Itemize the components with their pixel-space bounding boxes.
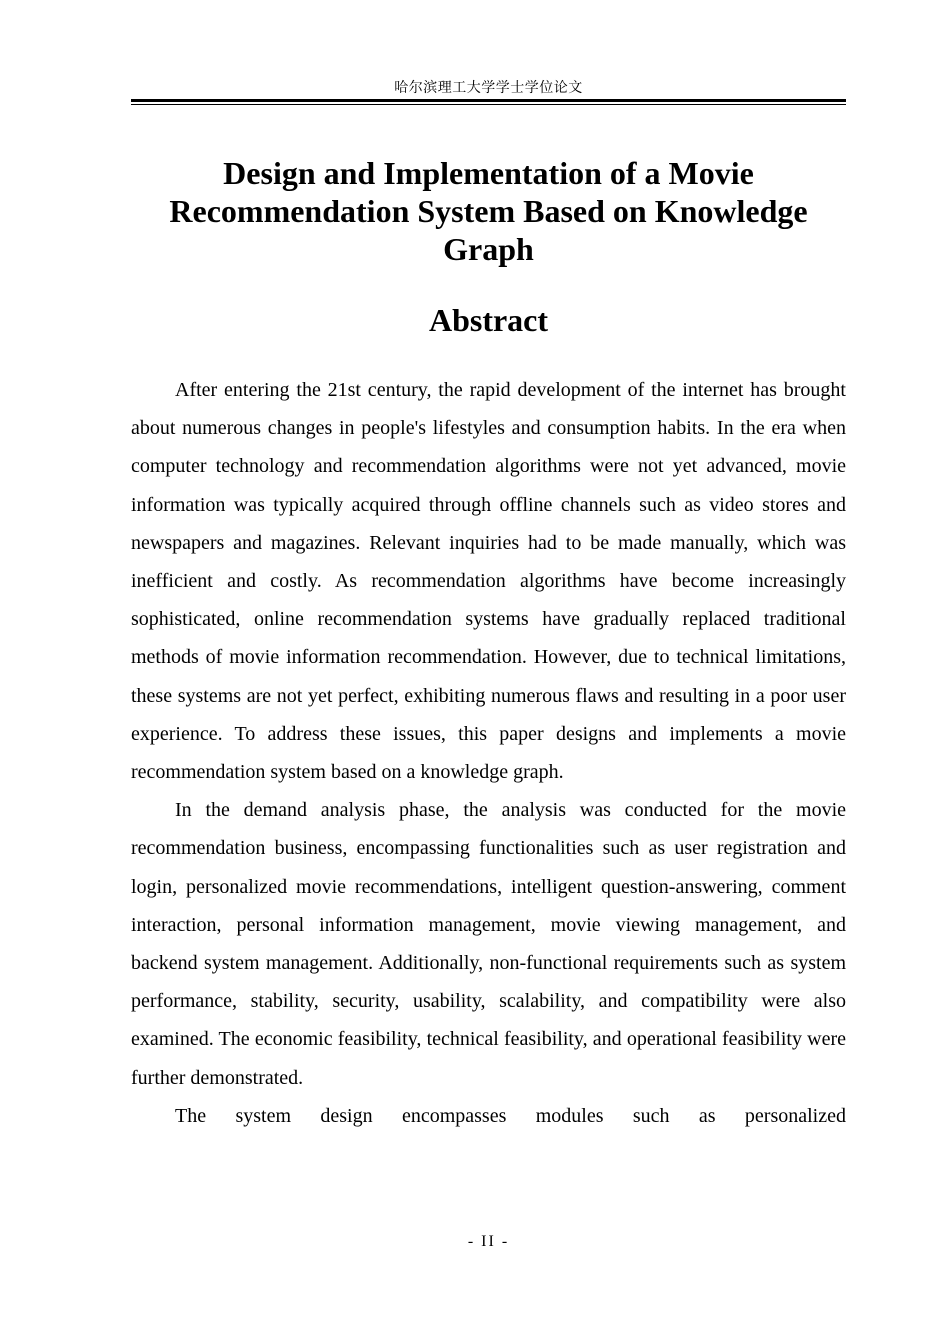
running-header: 哈尔滨理工大学学士学位论文: [394, 80, 583, 96]
abstract-paragraph-1: After entering the 21st century, the rapid development of the internet has brought about numerous changes in people's lifestyles and consumption habits. In the era when computer technology and recommendation algorithms were not yet advanced, movie information was typically acquired through offline channels such as video stores and newspapers and magazines. Relevant inquiries had to be made manually, which was inefficient and costly. As recommendation algorithms have become increasingly sophisticated, online recommendation systems have gradually replaced traditional methods of movie information recommendation. However, due to technical limitations, these systems are not yet perfect, exhibiting numerous flaws and resulting in a poor user experience. To address these issues, this paper designs and implements a movie recommendation system based on a knowledge graph.: [131, 379, 846, 784]
abstract-paragraph-2: In the demand analysis phase, the analysis was conducted for the movie recommendation business, encompassing functionalities such as user registration and login, personalized movie recommendations, intelligent question-answering, comment interaction, personal information management, movie viewing management, and backend system management. Additionally, non-functional requirements such as system performance, stability, security, usability, scalability, and compatibility were also examined. The economic feasibility, technical feasibility, and operational feasibility were further demonstrated.: [131, 799, 846, 1089]
page-number: - II -: [467, 1233, 510, 1250]
abstract-body: [131, 371, 846, 1135]
section-heading-abstract: Abstract: [428, 302, 549, 338]
header-rule-thin: [131, 104, 846, 105]
title-line-2: Recommendation System Based on Knowledge: [169, 193, 808, 229]
title-line-3: Graph: [443, 231, 534, 267]
title-line-1: Design and Implementation of a Movie: [223, 155, 754, 191]
abstract-paragraph-3: The system design encompasses modules such as personalized: [175, 1104, 846, 1127]
header-rule-thick: [131, 99, 846, 102]
paper-title: [131, 154, 846, 268]
